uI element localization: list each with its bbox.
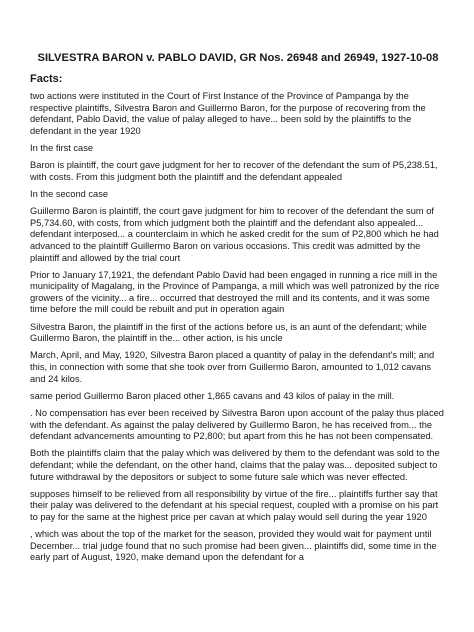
document-body — [30, 91, 446, 564]
paragraph: same period Guillermo Baron placed other 1,865 cavans and 43 kilos of palay in the mill. — [30, 390, 395, 401]
paragraph: Silvestra Baron, the plaintiff in the first of the actions before us, is an aunt of the defendant; while Guillermo Baron, the plaintiff in the... other action, is his uncle — [30, 321, 427, 344]
facts-heading: Facts: — [30, 73, 63, 85]
paragraph: Both the plaintiffs claim that the palay which was delivered by them to the defendant was sold to the defendant; while the defendant, on the other hand, claims that the palay was... deposited subject to future withdrawal by the depositors or subject to some future sale which was never effected. — [30, 448, 440, 482]
paragraph: In the second case — [30, 188, 109, 199]
paragraph: Guillermo Baron is plaintiff, the court gave judgment for him to recover of the defendant the sum of P5,734.60, with costs, from which judgment both the plaintiff and the defendant also appealed... defendant interposed... a counterclaim in which he asked credit for the sum of P2,800 which he had advanced to the plaintiff Guillermo Baron on various occasions. This credit was admitted by the plaintiff and allowed by the trial court — [30, 206, 439, 263]
paragraph: Baron is plaintiff, the court gave judgment for her to recover of the defendant the sum of P5,238.51, with costs. From this judgment both the plaintiff and the defendant appealed — [30, 160, 438, 182]
paragraph: Prior to January 17,1921, the defendant Pablo David had been engaged in running a rice mill in the municipality of Magalang, in the Province of Pampanga, a mill which was well patronized by the rice growers of the vicinity... a fire... occurred that destroyed the mill and its contents, and it was some time before the mill could be rebuilt and put in operation again — [30, 269, 440, 315]
paragraph: . No compensation has ever been received by Silvestra Baron upon account of the palay thus placed with the defendant. As against the palay delivered by Guillermo Baron, he has received from... the defendant advancements amounting to P2,800; but apart from this he has not been compensated. — [30, 408, 444, 442]
paragraph: two actions were instituted in the Court of First Instance of the Province of Pampanga by the respective plaintiffs, Silvestra Baron and Guillermo Baron, for the purpose of recovering from the defendant, Pablo David, the value of palay alleged to have... been sold by the plaintiffs to the defendant in the year 1920 — [30, 91, 426, 136]
paragraph: supposes himself to be relieved from all responsibility by virtue of the fire... plaintiffs further say that their palay was delivered to the defendant at his special request, coupled with a promise on his part to pay for the same at the highest price per cavan at which palay would sell during the year 1920 — [30, 488, 439, 522]
paragraph: March, April, and May, 1920, Silvestra Baron placed a quantity of palay in the defendant's mill; and this, in connection with some that she took over from Guillermo Baron, amounted to 1,012 cavans and 24 kilos. — [30, 350, 435, 384]
document-title: SILVESTRA BARON v. PABLO DAVID, GR Nos. 26948 and 26949, 1927-10-08 — [37, 52, 439, 64]
paragraph: , which was about the top of the market for the season, provided they would wait for payment until December... trial judge found that no such promise had been given... plaintiffs did, some time in the early part of August, 1920, make demand upon the defendant for a — [30, 529, 437, 563]
paragraph: In the first case — [30, 142, 94, 153]
